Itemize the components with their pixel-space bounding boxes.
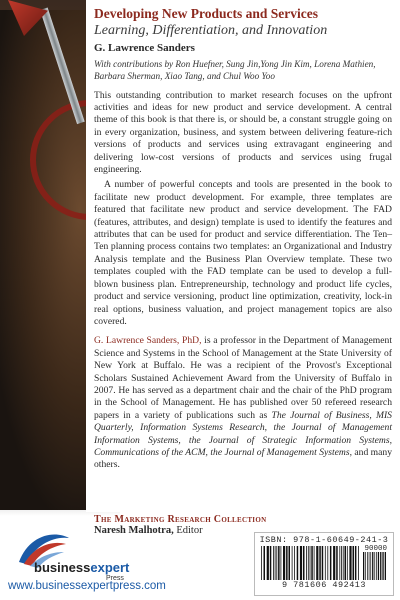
publisher-url[interactable]: www.businessexpertpress.com bbox=[8, 580, 166, 592]
barcode-bar bbox=[330, 546, 332, 580]
contributors-line: With contributions by Ron Huefner, Sung Jin,Yong Jin Kim, Lorena Mathien, Barbara Sherman, Xiao Tang, and Chul Woo Yoo bbox=[94, 59, 376, 82]
barcode-bar bbox=[275, 546, 276, 580]
book-title: Developing New Products and Services bbox=[94, 6, 318, 21]
publisher-logo bbox=[14, 530, 154, 580]
barcode-addon-bar bbox=[380, 552, 381, 580]
barcode-bar bbox=[300, 546, 302, 580]
barcode-bar bbox=[281, 546, 282, 580]
description-paragraph-2: A number of powerful concepts and tools are presented in the book to facilitate new product development. For example, three templates are featured that facilitate new product and service development. The FAD (features, attributes, and design) template is used to identify the features and attributes that can be used for product and service differentiation. The Ten–Ten planning process contains two templates: an Organizational and Industry Analysis template and the Business Plan Overview template. These two templates coupled with the FAD template can be used to develop a full-blown business plan. Entrepreneurship, technology and product life cycles, product and service versioning, product line optimization, creativity, lock-in real options, business valuation, and project management topics are also covered. bbox=[94, 179, 392, 327]
barcode-bar bbox=[310, 546, 311, 580]
barcode-bar bbox=[358, 546, 359, 580]
barcode-bar bbox=[278, 546, 280, 580]
barcode-bar bbox=[314, 546, 315, 580]
barcode-bar bbox=[333, 546, 335, 580]
barcode-bar bbox=[339, 546, 340, 580]
author-bio bbox=[94, 335, 392, 471]
logo-press: Press bbox=[106, 575, 124, 582]
bio-author-name: G. Lawrence Sanders, PhD, bbox=[94, 335, 202, 347]
barcode-addon-bar bbox=[367, 552, 368, 580]
bio-journals: The Journal of Business, MIS Quarterly, Information Systems Research, the Journal of Management Information Systems, the Journal of Strategic Information Systems, Communications of the ACM, the Journal of Management Systems, bbox=[94, 409, 392, 458]
barcode-bar bbox=[303, 546, 305, 580]
back-cover-text-panel bbox=[86, 0, 400, 512]
barcode-addon-bar bbox=[370, 552, 371, 580]
isbn-barcode bbox=[254, 532, 394, 596]
description-paragraph-1: This outstanding contribution to market research focuses on the upfront activities and ideas for new product and service development. A central theme of this book is that there is, or should be, a constant struggle going on in every organization, business, and system between delivering feature-rich versions of products and services using extravagant engineering and delivering low-cost versions of products and services using frugal engineering. bbox=[94, 89, 392, 176]
barcode-bar bbox=[273, 546, 274, 580]
barcode-bar bbox=[267, 546, 269, 580]
barcode-bar bbox=[261, 546, 262, 580]
isbn-label: ISBN: 978-1-60649-241-3 bbox=[259, 535, 389, 545]
editor-name: Naresh Malhotra, bbox=[94, 525, 174, 536]
barcode-bar bbox=[286, 546, 288, 580]
barcode-addon-bar bbox=[369, 552, 370, 580]
barcode-addon-bar bbox=[376, 552, 377, 580]
book-author: G. Lawrence Sanders bbox=[94, 42, 195, 54]
barcode-bar bbox=[322, 546, 324, 580]
barcode-bar bbox=[276, 546, 277, 580]
barcode-bar bbox=[289, 546, 291, 580]
barcode-bar bbox=[353, 546, 355, 580]
barcode-bar bbox=[308, 546, 309, 580]
barcode-bar bbox=[294, 546, 295, 580]
barcode-addon-bar bbox=[385, 552, 386, 580]
barcode-bar bbox=[327, 546, 328, 580]
logo-word-expert: expert bbox=[90, 560, 130, 575]
publisher-logo-text bbox=[34, 560, 129, 575]
barcode-bar bbox=[306, 546, 307, 580]
barcode-addon-bar bbox=[363, 552, 364, 580]
barcode-bar bbox=[343, 546, 344, 580]
barcode-bar bbox=[347, 546, 348, 580]
barcode-bar bbox=[336, 546, 338, 580]
bio-text-2: and many others. bbox=[94, 446, 393, 471]
barcode-addon-bar bbox=[374, 552, 375, 580]
barcode-addon-bar bbox=[372, 552, 373, 580]
barcode-price: 90000 bbox=[364, 545, 387, 553]
barcode-digits: 9 781606 492413 bbox=[281, 580, 366, 590]
bio-text-1: is a professor in the Department of Management Science and Systems in the School of Management at the State University of New York at Buffalo. He was a recipient of the Provost's Exceptional Scholars Sustained Achievement Award from the University of Buffalo in 2007. He has served as a department chair and the chair of the PhD program in the School of Management. He has published over 50 refereed research papers in a variety of publications such as bbox=[94, 335, 392, 421]
barcode-bar bbox=[264, 546, 266, 580]
barcode-bar bbox=[349, 546, 351, 580]
barcode-addon-bar bbox=[378, 552, 379, 580]
book-subtitle: Learning, Differentiation, and Innovation bbox=[94, 23, 328, 38]
logo-word-business: business bbox=[34, 560, 91, 575]
barcode-bar bbox=[283, 546, 285, 580]
barcode-bar bbox=[311, 546, 313, 580]
barcode-bar bbox=[319, 546, 321, 580]
barcode-bar bbox=[341, 546, 342, 580]
editor-role: Editor bbox=[173, 525, 203, 536]
barcode-bar bbox=[345, 546, 347, 580]
collection-name: The Marketing Research Collection bbox=[94, 514, 267, 525]
barcode-bar bbox=[292, 546, 293, 580]
barcode-addon-bar bbox=[382, 552, 383, 580]
barcode-bar bbox=[355, 546, 357, 580]
barcode-bar bbox=[325, 546, 326, 580]
barcode-bar bbox=[316, 546, 318, 580]
barcode-bar bbox=[270, 546, 272, 580]
barcode-bar bbox=[297, 546, 299, 580]
barcode-addon-bar bbox=[365, 552, 366, 580]
